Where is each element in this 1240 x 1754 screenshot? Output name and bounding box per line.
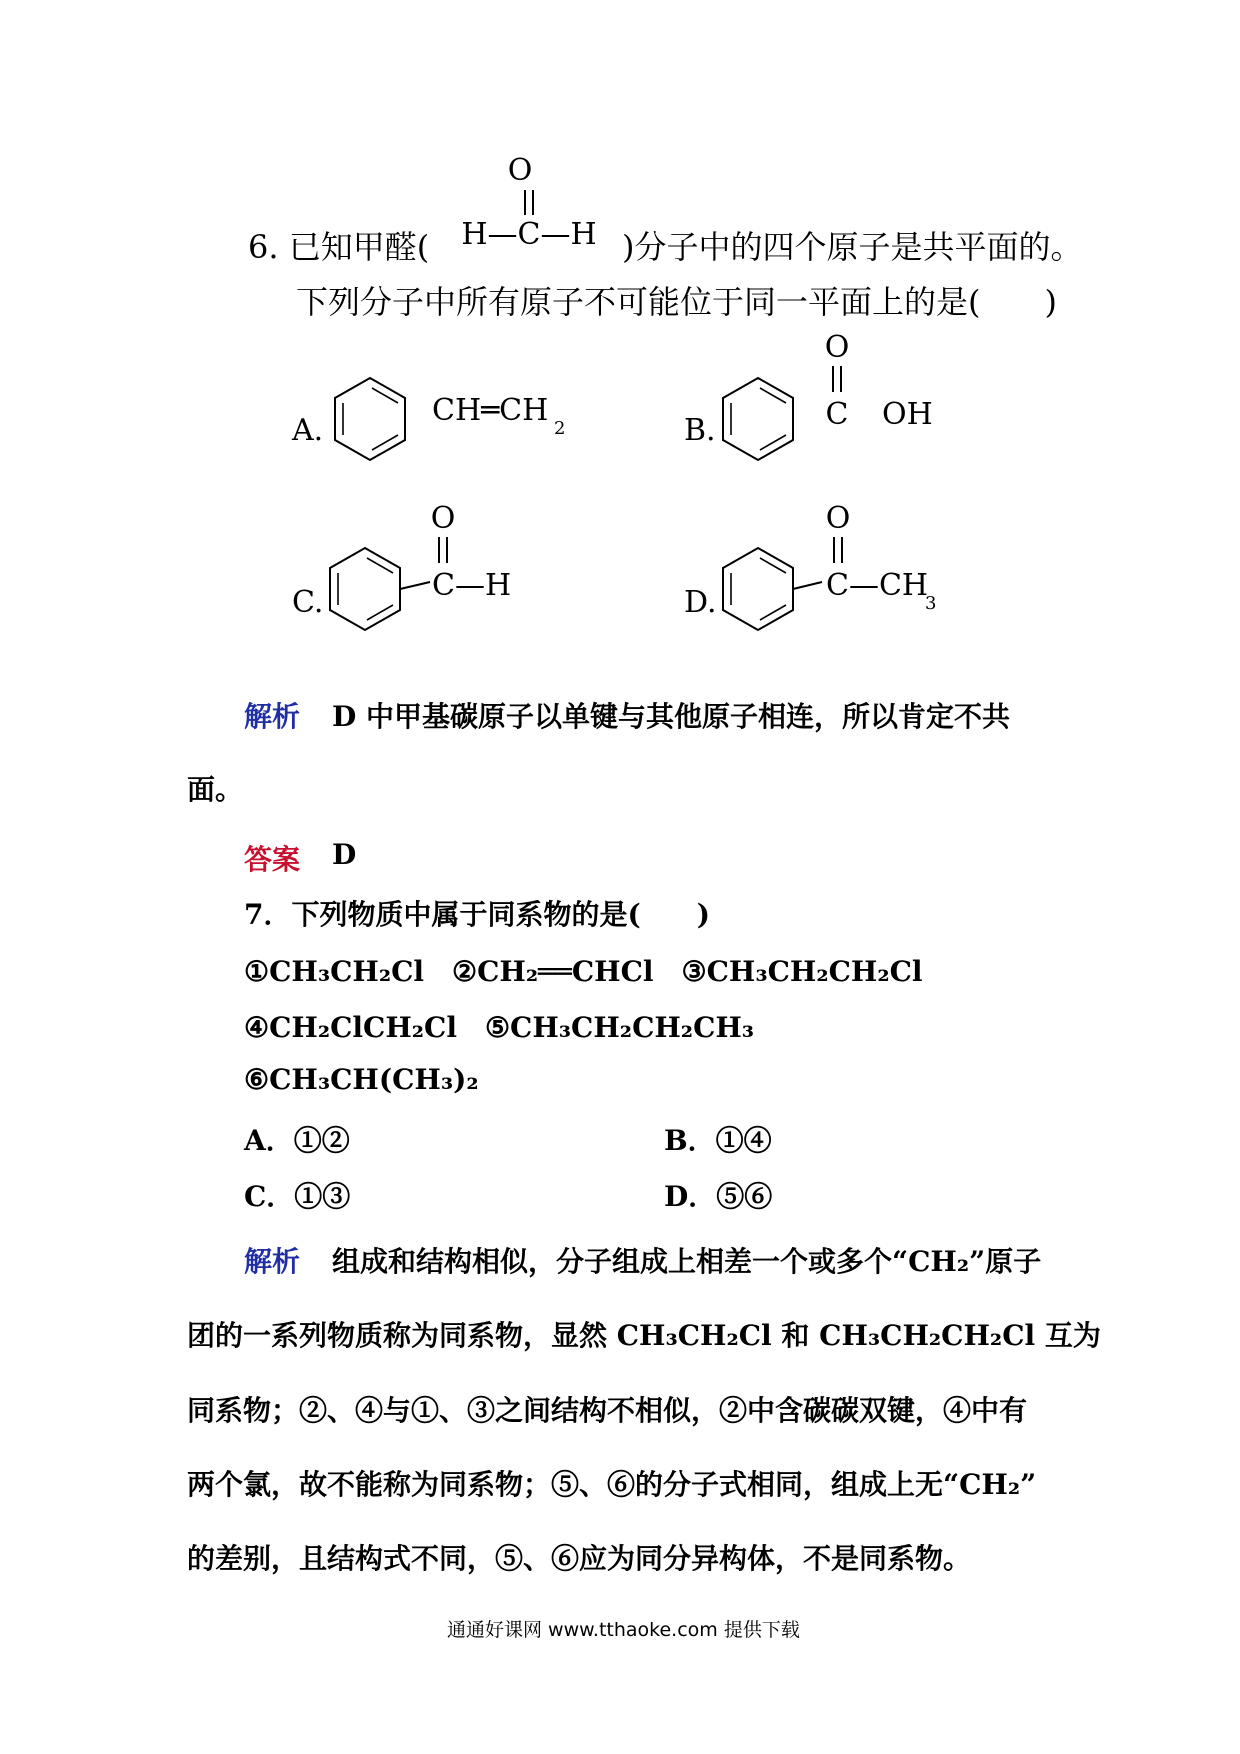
q7-analysis-line1: 组成和结构相似，分子组成上相差一个或多个“CH₂”原子 — [332, 1245, 1042, 1278]
option-d-oxygen: O — [825, 501, 851, 536]
q7-analysis-label: 解析 — [244, 1245, 301, 1278]
formaldehyde-chain: H—C—H — [461, 217, 597, 252]
q7-question: 7．下列物质中属于同系物的是( ) — [244, 898, 710, 931]
page-footer: 通通好课网 www.tthaoke.com 提供下载 — [447, 1619, 800, 1641]
q7-compounds-1: ①CH₃CH₂Cl ②CH₂══CHCl ③CH₃CH₂CH₂Cl — [244, 955, 923, 988]
option-c-label: C. — [292, 585, 324, 620]
q6-line1-start: 6. 已知甲醛( — [248, 228, 430, 266]
q6-answer-value: D — [332, 838, 357, 871]
q7-option-c: C．①③ — [244, 1180, 351, 1213]
q7-analysis-line4: 两个氯，故不能称为同系物；⑤、⑥的分子式相同，组成上无“CH₂” — [187, 1468, 1037, 1501]
option-b-oxygen: O — [824, 330, 850, 365]
q7-analysis-line2: 团的一系列物质称为同系物，显然 CH₃CH₂Cl 和 CH₃CH₂CH₂Cl 互为 — [187, 1319, 1101, 1352]
q7-analysis-line5: 的差别，且结构式不同，⑤、⑥应为同分异构体，不是同系物。 — [187, 1542, 972, 1575]
q6-answer-label: 答案 — [244, 843, 301, 876]
option-c-group: C—H — [432, 568, 512, 603]
q6-line2: 下列分子中所有原子不可能位于同一平面上的是( ) — [296, 283, 1057, 321]
option-b-structure — [684, 330, 933, 460]
q6-analysis-line2: 面。 — [187, 773, 244, 806]
q7-option-b: B．①④ — [664, 1124, 772, 1157]
option-d-sub: 3 — [925, 593, 937, 614]
q6-analysis-line1: D 中甲基碳原子以单键与其他原子相连，所以肯定不共 — [332, 700, 1011, 733]
option-c-oxygen: O — [430, 501, 456, 536]
q7-option-a: A．①② — [244, 1124, 350, 1157]
q6-line1-end: )分子中的四个原子是共平面的。 — [622, 228, 1083, 266]
q7-compounds-2: ④CH₂ClCH₂Cl ⑤CH₃CH₂CH₂CH₃ — [244, 1011, 755, 1044]
q6-analysis-label: 解析 — [244, 700, 301, 733]
formaldehyde-oxygen: O — [507, 153, 533, 188]
option-a-structure — [291, 378, 565, 460]
option-b-hydroxyl: OH — [882, 397, 933, 432]
q7-option-d: D．⑤⑥ — [664, 1180, 773, 1213]
q7-analysis-line3: 同系物；②、④与①、③之间结构不相似，②中含碳碳双键，④中有 — [187, 1394, 1028, 1427]
option-d-structure — [684, 501, 936, 630]
q7-compounds-3: ⑥CH₃CH(CH₃)₂ — [244, 1063, 479, 1096]
option-d-label: D. — [684, 585, 717, 620]
option-b-label: B. — [684, 413, 716, 448]
option-a-sub: 2 — [554, 418, 566, 439]
formaldehyde-structure — [461, 153, 596, 252]
option-a-vinyl: CH═CH — [432, 393, 549, 428]
option-a-label: A. — [292, 413, 324, 448]
option-d-group: C—CH — [826, 568, 929, 603]
option-c-structure — [292, 501, 511, 630]
option-b-carbon: C — [825, 397, 849, 432]
